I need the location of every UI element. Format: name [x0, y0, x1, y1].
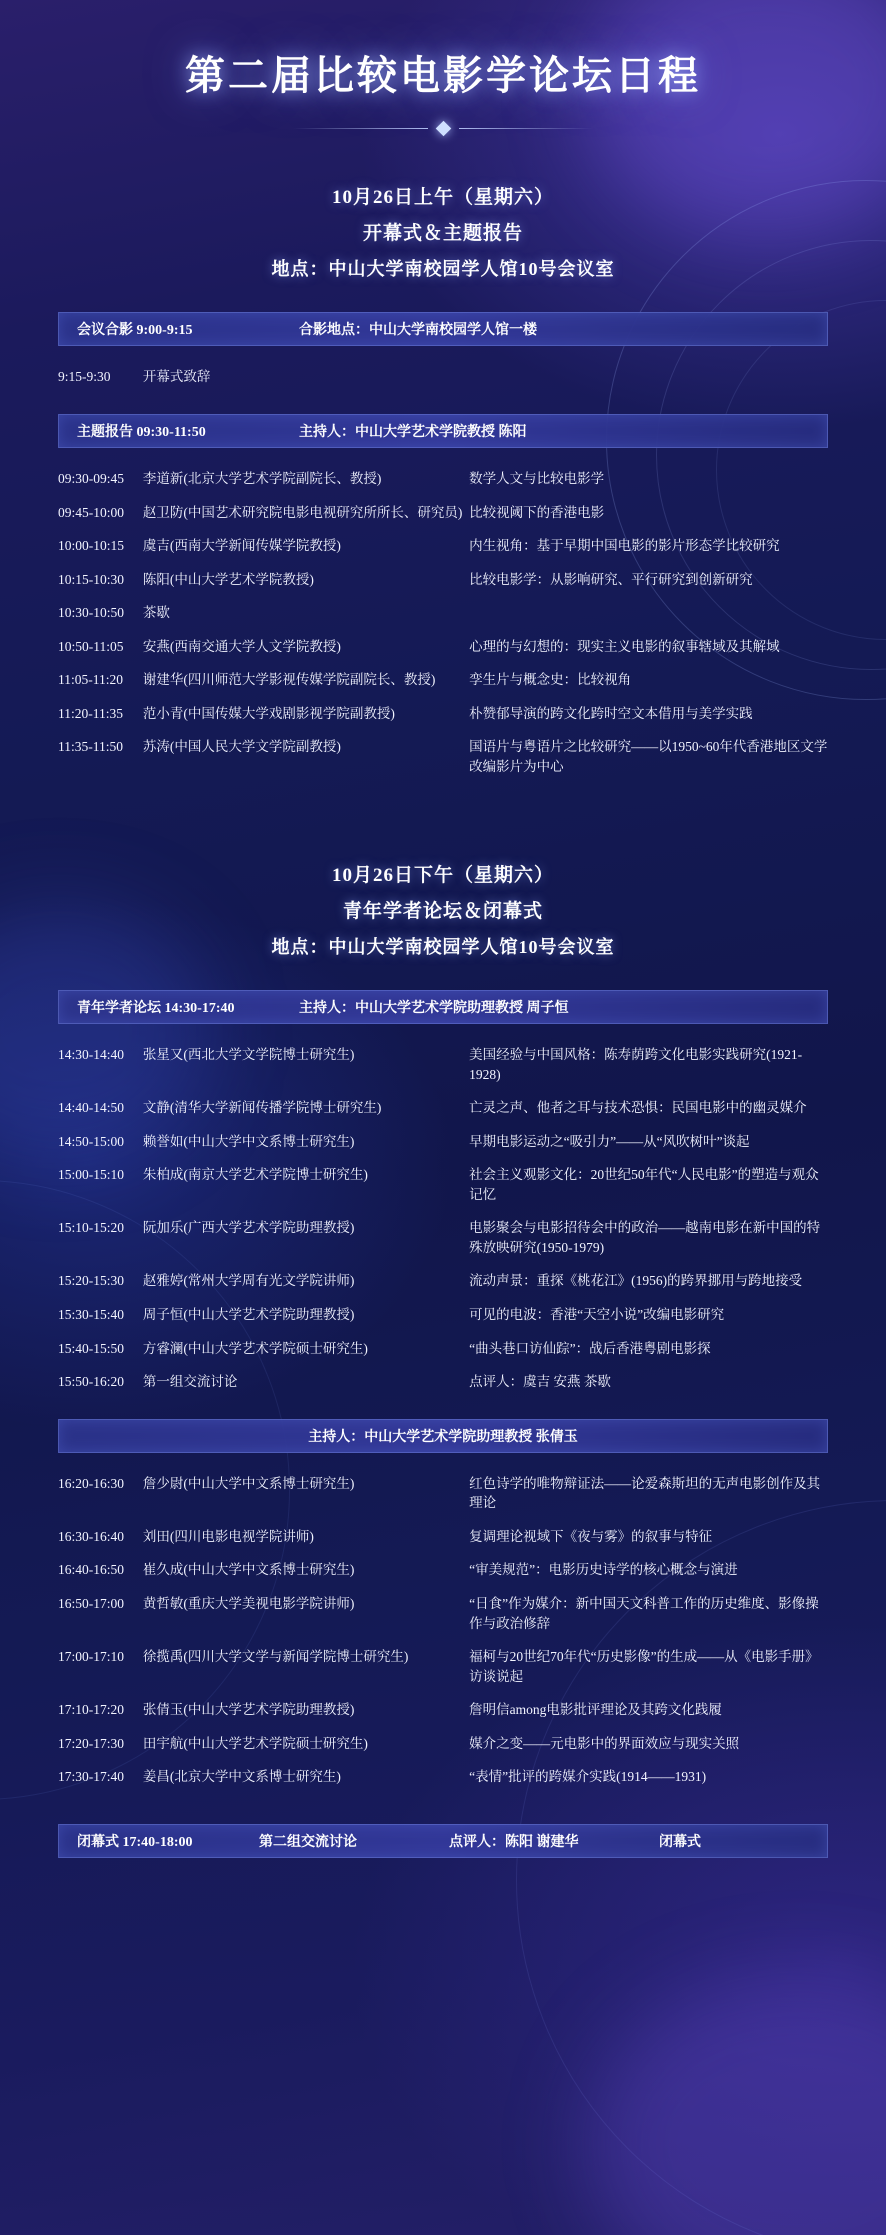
row-topic: 福柯与20世纪70年代“历史影像”的生成——从《电影手册》访谈说起	[469, 1649, 819, 1684]
session-1-venue: 地点：中山大学南校园学人馆10号会议室	[271, 259, 615, 280]
table-row	[58, 1365, 828, 1399]
keynote-chair: 主持人：中山大学艺术学院教授 陈阳	[299, 424, 527, 440]
table-row	[58, 1727, 828, 1761]
table-row	[58, 663, 828, 697]
session-2-venue: 地点：中山大学南校园学人馆10号会议室	[271, 936, 615, 957]
table-row	[58, 1760, 828, 1794]
row-time: 15:10-15:20	[58, 1220, 124, 1236]
row-time: 16:30-16:40	[58, 1528, 124, 1544]
row-topic: 美国经验与中国风格：陈寿荫跨文化电影实践研究(1921-1928)	[469, 1046, 803, 1082]
row-speaker: 黄哲敏(重庆大学美视电影学院讲师)	[142, 1595, 355, 1611]
youth-forum-table-a	[58, 1038, 828, 1399]
row-topic: 比较视阈下的香港电影	[469, 504, 605, 520]
row-time: 15:40-15:50	[58, 1340, 124, 1356]
row-time: 14:50-15:00	[58, 1133, 124, 1149]
row-topic: “日食”作为媒介：新中国天文科普工作的历史维度、影像操作与政治修辞	[469, 1595, 819, 1631]
table-row	[58, 1467, 828, 1520]
table-row	[58, 1158, 828, 1211]
glow-decoration-bottom	[586, 1975, 886, 2235]
table-row	[58, 1038, 828, 1091]
bar-closing	[58, 1824, 828, 1858]
bar-chair-session-2	[58, 1419, 828, 1453]
table-row	[58, 1091, 828, 1125]
table-row	[58, 630, 828, 664]
row-time: 11:05-11:20	[58, 672, 123, 688]
session-2-date: 10月26日下午（星期六）	[331, 864, 554, 886]
table-row	[58, 1125, 828, 1159]
row-speaker: 安燕(西南交通大学人文学院教授)	[142, 638, 341, 654]
row-time: 17:00-17:10	[58, 1649, 124, 1665]
row-speaker: 谢建华(四川师范大学影视传媒学院副院长、教授)	[142, 672, 436, 688]
row-time: 17:30-17:40	[58, 1769, 124, 1785]
group-photo-place: 合影地点：中山大学南校园学人馆一楼	[299, 323, 537, 339]
table-row	[58, 462, 828, 496]
table-row	[58, 496, 828, 530]
row-speaker: 陈阳(中山大学艺术学院教授)	[142, 571, 314, 587]
table-row	[58, 1264, 828, 1298]
row-topic: “审美规范”：电影历史诗学的核心概念与演进	[469, 1562, 738, 1578]
bar-group-photo	[58, 312, 828, 346]
title-block	[0, 0, 886, 140]
session-1-date: 10月26日上午（星期六）	[331, 187, 554, 208]
discussion-1-group	[58, 1365, 828, 1399]
opening-table	[58, 360, 828, 394]
row-time: 16:20-16:30	[58, 1475, 124, 1491]
closing-discussion: 第二组交流讨论	[259, 1834, 357, 1850]
row-speaker: 徐揽禹(四川大学文学与新闻学院博士研究生)	[142, 1649, 409, 1665]
row-topic: 流动声景：重探《桃花江》(1956)的跨界挪用与跨地接受	[469, 1273, 803, 1289]
closing-ceremony: 闭幕式	[659, 1834, 701, 1850]
row-topic: 电影聚会与电影招待会中的政治——越南电影在新中国的特殊放映研究(1950-1979)	[469, 1220, 821, 1255]
row-topic: 亡灵之声、他者之耳与技术恐惧：民国电影中的幽灵媒介	[469, 1100, 807, 1116]
row-time: 09:30-09:45	[58, 470, 124, 486]
row-topic: 数学人文与比较电影学	[469, 470, 605, 486]
table-row	[58, 1211, 828, 1264]
row-time: 15:30-15:40	[58, 1307, 124, 1322]
youth-forum-rows-a	[58, 1038, 828, 1365]
table-row	[58, 529, 828, 563]
closing-time: 闭幕式 17:40-18:00	[77, 1834, 193, 1850]
row-speaker: 张倩玉(中山大学艺术学院助理教授)	[142, 1702, 355, 1718]
row-topic: 朴赞郁导演的跨文化跨时空文本借用与美学实践	[469, 705, 753, 721]
discussion-1-comment: 点评人：虞吉 安燕 茶歇	[469, 1374, 611, 1390]
youth-forum-chair: 主持人：中山大学艺术学院助理教授 周子恒	[299, 1000, 569, 1016]
bar-youth-forum	[58, 990, 828, 1024]
bar-keynote	[58, 414, 828, 448]
row-time: 09:45-10:00	[58, 504, 124, 520]
row-topic: 早期电影运动之“吸引力”——从“风吹树叶”谈起	[469, 1133, 750, 1149]
row-speaker: 李道新(北京大学艺术学院副院长、教授)	[142, 470, 382, 486]
row-topic: 孪生片与概念史：比较视角	[469, 672, 632, 688]
row-time: 16:50-17:00	[58, 1595, 124, 1611]
row-speaker: 赵雅婷(常州大学周有光文学院讲师)	[142, 1273, 355, 1289]
keynote-table	[58, 462, 828, 784]
row-speaker: 詹少尉(中山大学中文系博士研究生)	[142, 1475, 355, 1491]
chair-session-2-label: 主持人：中山大学艺术学院助理教授 张倩玉	[308, 1429, 578, 1445]
row-topic: 国语片与粤语片之比较研究——以1950~60年代香港地区文学改编影片为中心	[469, 739, 828, 774]
diamond-icon	[435, 121, 451, 137]
row-topic: 红色诗学的唯物辩证法——论爱森斯坦的无声电影创作及其理论	[469, 1475, 821, 1511]
row-speaker: 方睿澜(中山大学艺术学院硕士研究生)	[142, 1340, 368, 1356]
session-1-name: 开幕式＆主题报告	[362, 223, 523, 245]
table-row	[58, 596, 828, 630]
divider-line-right	[459, 128, 594, 129]
row-time: 15:00-15:10	[58, 1167, 124, 1183]
row-time: 17:20-17:30	[58, 1735, 124, 1751]
keynote-time: 主题报告 09:30-11:50	[77, 424, 206, 440]
row-speaker: 周子恒(中山大学艺术学院助理教授)	[142, 1307, 355, 1322]
opening-label: 开幕式致辞	[142, 369, 211, 385]
opening-time: 9:15-9:30	[58, 369, 111, 385]
row-topic: 复调理论视域下《夜与雾》的叙事与特征	[469, 1528, 713, 1544]
row-speaker: 茶歇	[142, 605, 170, 621]
title-divider	[293, 123, 593, 134]
row-topic: 詹明信among电影批评理论及其跨文化践履	[469, 1702, 722, 1718]
table-row	[58, 1332, 828, 1366]
opening-topic	[469, 360, 828, 394]
row-time: 10:15-10:30	[58, 571, 124, 587]
row-speaker: 姜昌(北京大学中文系博士研究生)	[142, 1769, 341, 1785]
row-speaker: 朱柏成(南京大学艺术学院博士研究生)	[142, 1167, 368, 1183]
row-topic: 可见的电波：香港“天空小说”改编电影研究	[469, 1307, 725, 1322]
page-title: 第二届比较电影学论坛日程	[185, 53, 701, 98]
row-topic: 心理的与幻想的：现实主义电影的叙事辖域及其解域	[469, 638, 780, 654]
row-time: 14:40-14:50	[58, 1100, 124, 1116]
row-speaker: 虞吉(西南大学新闻传媒学院教授)	[142, 538, 341, 554]
row-speaker: 刘田(四川电影电视学院讲师)	[142, 1528, 314, 1544]
row-time: 10:30-10:50	[58, 605, 124, 621]
row-speaker: 赵卫防(中国艺术研究院电影电视研究所所长、研究员)	[142, 504, 463, 520]
row-time: 16:40-16:50	[58, 1562, 124, 1578]
youth-forum-time: 青年学者论坛 14:30-17:40	[77, 1000, 235, 1016]
table-row	[58, 1587, 828, 1640]
table-row	[58, 563, 828, 597]
discussion-1-time: 15:50-16:20	[58, 1374, 124, 1390]
closing-commenters: 点评人：陈阳 谢建华	[449, 1834, 579, 1850]
row-topic: 媒介之变——元电影中的界面效应与现实关照	[469, 1735, 740, 1751]
youth-forum-rows-b	[58, 1467, 828, 1794]
row-topic: 社会主义观影文化：20世纪50年代“人民电影”的塑造与观众记忆	[469, 1167, 819, 1202]
row-speaker: 文静(清华大学新闻传播学院博士研究生)	[142, 1100, 382, 1116]
row-time: 11:20-11:35	[58, 705, 123, 721]
row-topic: 内生视角：基于早期中国电影的影片形态学比较研究	[469, 538, 780, 554]
keynote-rows	[58, 462, 828, 784]
session-1-heading	[0, 180, 886, 286]
table-row	[58, 697, 828, 731]
session-2-name: 青年学者论坛＆闭幕式	[342, 900, 543, 922]
table-row	[58, 1553, 828, 1587]
row-time: 10:50-11:05	[58, 638, 124, 654]
table-row	[58, 1520, 828, 1554]
divider-line-left	[293, 128, 428, 129]
row-speaker: 赖誉如(中山大学中文系博士研究生)	[142, 1133, 355, 1149]
table-row	[58, 1298, 828, 1332]
row-topic	[469, 596, 828, 630]
row-speaker: 苏涛(中国人民大学文学院副教授)	[142, 739, 341, 755]
row-speaker: 范小青(中国传媒大学戏剧影视学院副教授)	[142, 705, 395, 721]
row-time: 14:30-14:40	[58, 1046, 124, 1062]
table-row	[58, 730, 828, 783]
row-topic: “表情”批评的跨媒介实践(1914——1931)	[469, 1769, 707, 1785]
row-speaker: 田宇航(中山大学艺术学院硕士研究生)	[142, 1735, 368, 1751]
discussion-1-label: 第一组交流讨论	[142, 1374, 238, 1390]
row-time: 17:10-17:20	[58, 1702, 124, 1718]
row-time: 10:00-10:15	[58, 538, 124, 554]
group-photo-time: 会议合影 9:00-9:15	[77, 323, 193, 339]
table-row	[58, 1693, 828, 1727]
row-topic: 比较电影学：从影响研究、平行研究到创新研究	[469, 571, 753, 587]
row-speaker: 崔久成(中山大学中文系博士研究生)	[142, 1562, 355, 1578]
row-time: 11:35-11:50	[58, 739, 123, 755]
row-topic: “曲头巷口访仙踪”：战后香港粤剧电影探	[469, 1340, 711, 1356]
row-speaker: 阮加乐(广西大学艺术学院助理教授)	[142, 1220, 355, 1236]
table-row	[58, 360, 828, 394]
session-2-heading	[0, 858, 886, 964]
row-time: 15:20-15:30	[58, 1273, 124, 1289]
table-row	[58, 1640, 828, 1693]
row-speaker: 张星又(西北大学文学院博士研究生)	[142, 1046, 355, 1062]
youth-forum-table-b	[58, 1467, 828, 1794]
